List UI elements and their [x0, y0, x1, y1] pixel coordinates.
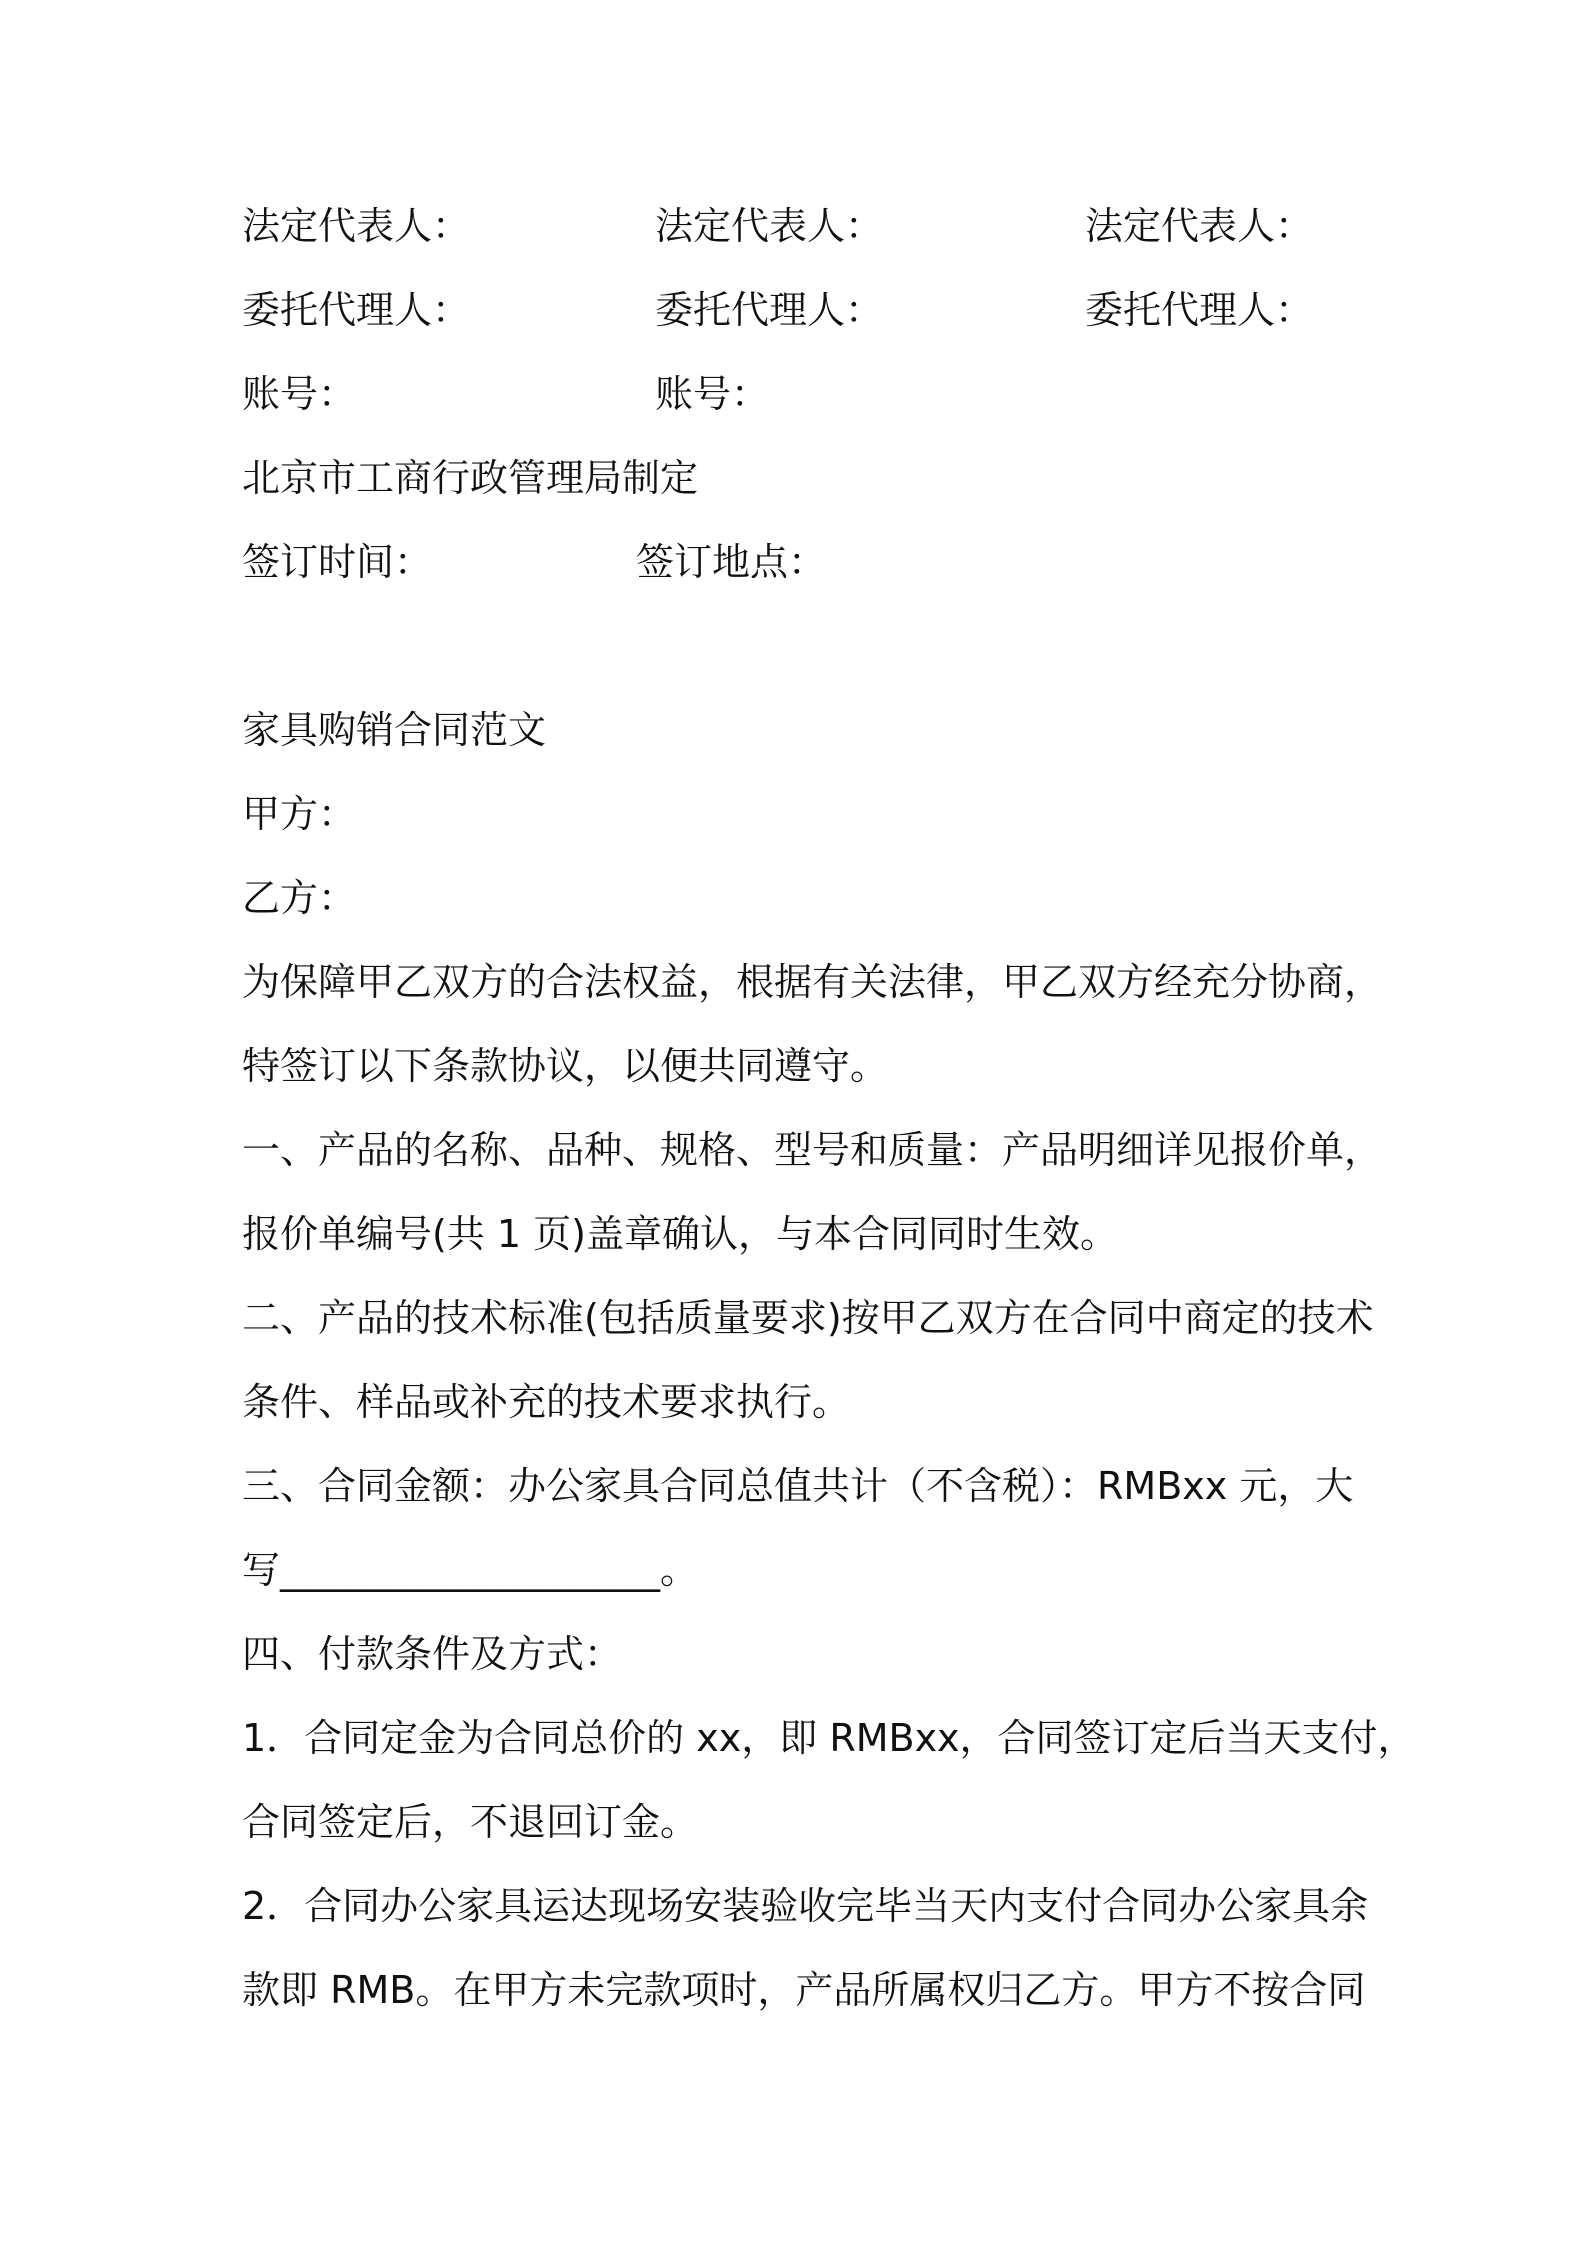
- paragraph-line: 条件、样品或补充的技术要求执行。: [242, 1380, 851, 1424]
- party-a-label: 甲方：: [242, 792, 357, 836]
- paragraph-line: 三、合同金额：办公家具合同总值共计（不含税）：RMBxx 元，大: [242, 1464, 1354, 1508]
- paragraph-line: 1．合同定金为合同总价的 xx，即 RMBxx，合同签订定后当天支付，: [242, 1716, 1416, 1760]
- paragraph-line: 合同签定后，不退回订金。: [242, 1800, 699, 1844]
- paragraph-line: 四、付款条件及方式：: [242, 1632, 623, 1676]
- paragraph-line: 款即 RMB。在甲方未完款项时，产品所属权归乙方。甲方不按合同: [242, 1968, 1366, 2012]
- agent-label-1: 委托代理人：: [242, 288, 471, 332]
- paragraph-line: 二、产品的技术标准(包括质量要求)按甲乙双方在合同中商定的技术: [242, 1296, 1374, 1340]
- party-b-label: 乙方：: [242, 876, 357, 920]
- paragraph-line: 为保障甲乙双方的合法权益，根据有关法律，甲乙双方经充分协商，: [242, 960, 1383, 1004]
- paragraph-line: 写____________________。: [242, 1548, 699, 1592]
- sign-time-label: 签订时间：: [242, 540, 433, 584]
- contract-title: 家具购销合同范文: [242, 708, 547, 752]
- legal-rep-label-2: 法定代表人：: [655, 204, 884, 248]
- paragraph-line: 特签订以下条款协议，以便共同遵守。: [242, 1044, 889, 1088]
- legal-rep-label-3: 法定代表人：: [1085, 204, 1314, 248]
- agent-label-3: 委托代理人：: [1085, 288, 1314, 332]
- account-label-1: 账号：: [242, 372, 357, 416]
- paragraph-line: 一、产品的名称、品种、规格、型号和质量：产品明细详见报价单，: [242, 1128, 1383, 1172]
- agent-label-2: 委托代理人：: [655, 288, 884, 332]
- sign-place-label: 签订地点：: [636, 540, 827, 584]
- legal-rep-label-1: 法定代表人：: [242, 204, 471, 248]
- issuer-text: 北京市工商行政管理局制定: [242, 456, 699, 500]
- paragraph-line: 报价单编号(共 1 页)盖章确认，与本合同同时生效。: [242, 1212, 1118, 1256]
- account-label-2: 账号：: [655, 372, 770, 416]
- paragraph-line: 2．合同办公家具运达现场安装验收完毕当天内支付合同办公家具余: [242, 1884, 1369, 1928]
